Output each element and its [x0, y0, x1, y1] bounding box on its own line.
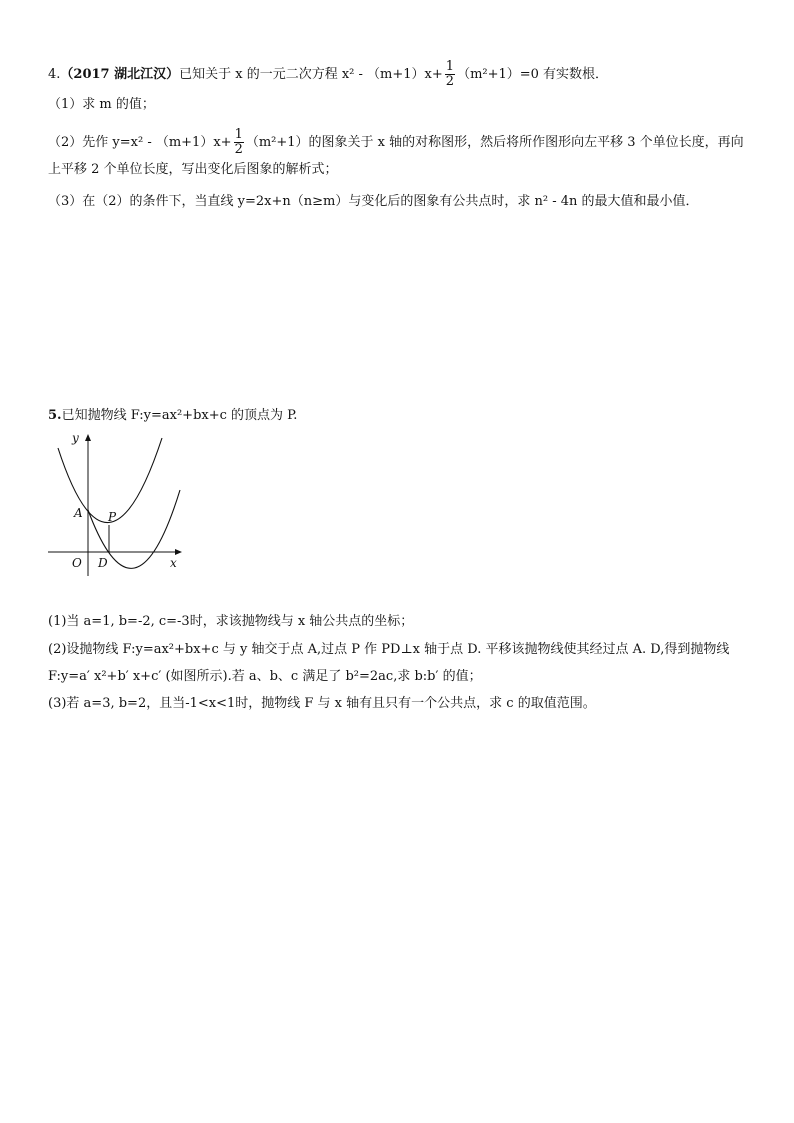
q4-part2-text-b: （m²+1）的图象关于 x 轴的对称图形，然后将所作图形向左平移 3 个单位长度，再向 [245, 135, 744, 150]
label-y: y [72, 431, 79, 445]
q5-part2-line2: F:y=a′ x²+b′ x+c′ (如图所示).若 a、b、c 满足了 b²=2ac,求 b:b′ 的值； [48, 669, 482, 684]
q5-stem-text: 已知抛物线 F:y=ax²+bx+c 的顶点为 P. [61, 408, 298, 423]
frac-numerator: 1 [445, 59, 455, 74]
q4-part2-text-a: （2）先作 y=x² - （m+1）x+ [48, 135, 232, 150]
q4-fraction [445, 60, 455, 89]
q4-part2-line2: 上平移 2 个单位长度，写出变化后图象的解析式； [48, 162, 338, 177]
q4-part1: （1）求 m 的值； [48, 97, 155, 112]
frac-numerator: 1 [234, 127, 243, 142]
label-a: A [74, 506, 83, 520]
parabola-figure [44, 428, 192, 578]
frac-denominator: 2 [445, 74, 455, 89]
q5-part2-line1: (2)设抛物线 F:y=ax²+bx+c 与 y 轴交于点 A,过点 P 作 PD⊥x 轴于点 D. 平移该抛物线使其经过点 A. D,得到抛物线 [48, 642, 730, 657]
q5-stem [48, 407, 297, 425]
q4-number: 4. [48, 67, 61, 82]
q4-part2-fraction [234, 128, 244, 157]
q5-part1: (1)当 a=1, b=-2, c=-3时，求该抛物线与 x 轴公共点的坐标； [48, 614, 414, 629]
q5-number: 5. [48, 408, 62, 423]
label-d: D [98, 556, 108, 570]
label-p: P [108, 510, 117, 524]
q4-stem-text-b: （m²+1）=0 有实数根． [457, 67, 609, 82]
label-o: O [72, 556, 82, 570]
q4-part2-line1 [48, 128, 744, 157]
q4-part3: （3）在（2）的条件下，当直线 y=2x+n（n≥m）与变化后的图象有公共点时，求 n² - 4n 的最大值和最小值． [48, 194, 699, 209]
frac-denominator: 2 [234, 142, 243, 157]
label-x: x [170, 556, 177, 570]
q4-stem-text-a: 已知关于 x 的一元二次方程 x² - （m+1）x+ [179, 67, 443, 82]
q4-source: （2017 湖北江汉） [60, 67, 180, 82]
q4-stem [48, 60, 608, 89]
y-axis-arrow [85, 434, 91, 441]
q5-part3: (3)若 a=3, b=2，且当-1<x<1时，抛物线 F 与 x 轴有且只有一个公共点，求 c 的取值范围。 [48, 696, 596, 711]
x-axis-arrow [175, 549, 182, 555]
